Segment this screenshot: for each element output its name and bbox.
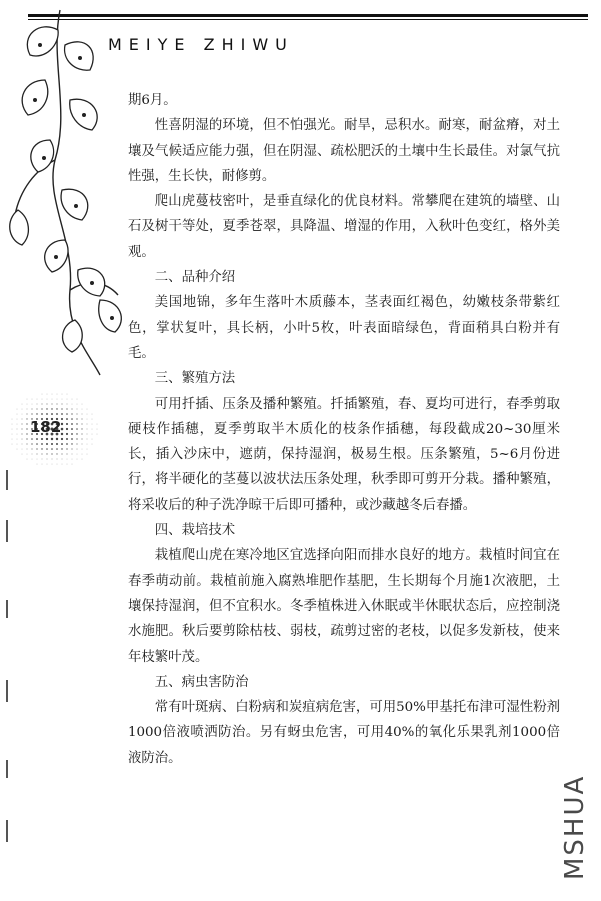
floral-vine-illustration bbox=[0, 0, 130, 380]
section-heading: 五、病虫害防治 bbox=[154, 674, 249, 690]
margin-tick bbox=[6, 470, 8, 490]
running-header: MEIYE ZHIWU bbox=[108, 35, 294, 54]
body-text bbox=[128, 88, 560, 771]
margin-tick bbox=[6, 680, 8, 702]
body-paragraph: 爬山虎蔓枝密叶，是垂直绿化的优良材料。常攀爬在建筑的墙壁、山石及树干等处，夏季苍翠，具降温、增湿的作用，入秋叶色变红，格外美观。 bbox=[128, 194, 560, 260]
margin-tick bbox=[6, 600, 8, 618]
body-paragraph: 期6月。 bbox=[128, 93, 177, 108]
section-heading: 三、繁殖方法 bbox=[154, 371, 236, 387]
section-heading: 四、栽培技术 bbox=[154, 523, 236, 539]
body-paragraph: 性喜阴湿的环境，但不怕强光。耐旱，忌积水。耐寒，耐盆瘠，对土壤及气候适应能力强，但在阴湿、疏松肥沃的土壤中生长最佳。对氯气抗性强，生长快，耐修剪。 bbox=[128, 118, 560, 184]
section-heading: 二、品种介绍 bbox=[154, 270, 236, 286]
page-number: 182 bbox=[30, 418, 62, 436]
margin-tick bbox=[6, 820, 8, 842]
body-paragraph: 常有叶斑病、白粉病和炭疽病危害，可用50%甲基托布津可湿性粉剂1000倍液喷洒防治。另有蚜虫危害，可用40%的氧化乐果乳剂1000倍液防治。 bbox=[128, 700, 560, 766]
margin-tick bbox=[6, 760, 8, 778]
margin-tick bbox=[6, 520, 8, 542]
body-paragraph: 栽植爬山虎在寒冷地区宜选择向阳而排水良好的地方。栽植时间宜在春季萌动前。栽植前施入腐熟堆肥作基肥，生长期每个月施1次液肥，土壤保持湿润，但不宜积水。冬季植株进入休眠或半休眠状态后，应控制浇水施肥。秋后要剪除枯枝、弱枝，疏剪过密的老枝，以促多发新枝，使来年枝繁叶茂。 bbox=[128, 548, 560, 665]
watermark: MSHUA bbox=[560, 774, 590, 880]
body-paragraph: 美国地锦，多年生落叶木质藤本，茎表面红褐色，幼嫩枝条带紫红色，掌状复叶，具长柄，小叶5枚，叶表面暗绿色，背面稍具白粉并有毛。 bbox=[128, 295, 560, 361]
body-paragraph: 可用扦插、压条及播种繁殖。扦插繁殖，春、夏均可进行，春季剪取硬枝作插穗，夏季剪取半木质化的枝条作插穗，每段截成20~30厘米长，插入沙床中，遮荫，保持湿润，极易生根。压条繁殖，5~6月份进行，将半硬化的茎蔓以波状法压条处理，秋季即可剪开分栽。播种繁殖，将采收后的种子洗净晾干后即可播种，或沙藏越冬后春播。 bbox=[128, 396, 560, 513]
